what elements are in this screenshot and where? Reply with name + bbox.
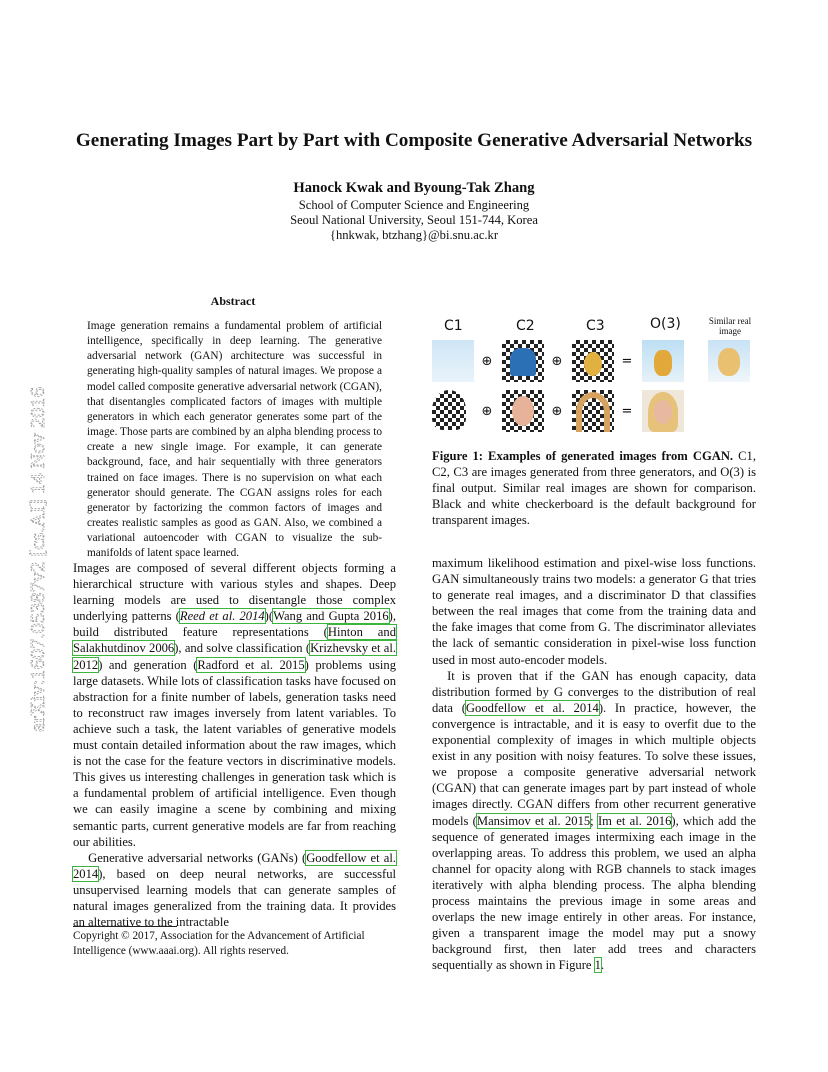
author-emails: {hnkwak, btzhang}@bi.snu.ac.kr <box>329 228 499 242</box>
generated-part-image <box>432 340 474 382</box>
footnote-rule <box>73 926 177 927</box>
copyright-footnote: Copyright © 2017, Association for the Advancement of Artificial Intelligence (www.aaai.org). All rights reserved. <box>73 930 365 957</box>
citation-link[interactable]: Radford et al. 2015 <box>197 657 305 672</box>
right-column <box>432 555 756 973</box>
affiliation-department: School of Computer Science and Engineering <box>298 198 530 212</box>
citation-link[interactable]: Reed et al. 2014 <box>179 609 265 624</box>
intro-paragraph-1: Images are composed of several different objects forming a hierarchical structure with various styles and shapes. Deep learning models are used to disentangle those complex underlying patterns (Reed et al. 2014)(Wang and Gupta 2016), build distributed feature representations (Hinton and Salakhutdinov 2006), and solve classification (Krizhevsky et al. 2012) and generation (Radford et al. 2015) problems using large datasets. While lots of classification tasks have focused on abstraction for a finite number of labels, generation tasks need to reconstruct raw images inversely from latent variables. To achieve such a task, the latent variables of generative models must contain detailed information about the raw images, which is not the case for the feature vectors in discriminative models. This gives us interesting challenges in generation task which is a fundamental problem of artificial intelligence. Even though we can easily imagine a scene by combining and mixing semantic parts, current generative models are far from reaching our abilities. <box>73 561 397 849</box>
citation-link[interactable]: Im et al. 2016 <box>597 813 672 828</box>
citation-link[interactable]: Hinton and Salakhutdinov 2006 <box>73 625 396 656</box>
paper-title: Generating Images Part by Part with Composite Generative Adversarial Networks <box>75 130 753 151</box>
left-column <box>73 560 396 930</box>
generated-part-image <box>502 390 544 432</box>
generated-part-image <box>432 390 474 432</box>
label-c1: C1 <box>444 318 463 334</box>
similar-real-image <box>708 340 750 382</box>
plus-operator: ⊕ <box>551 354 563 369</box>
generated-part-image <box>572 390 614 432</box>
affiliation-university: Seoul National University, Seoul 151-744, Korea <box>290 213 538 227</box>
right-paragraph-1: maximum likelihood estimation and pixel-wise loss functions. GAN simultaneously trains two models: a generator G that tries to generate real images, and a discriminator D that classifies between the real images that come from the training data and the fake images that come from G. The discriminator alleviates the lack of semantic consideration in pixel-wise loss function used in most auto-encoder models. <box>432 556 756 667</box>
output-image <box>642 390 684 432</box>
output-image <box>642 340 684 382</box>
figure-1 <box>432 312 760 440</box>
citation-link[interactable]: Mansimov et al. 2015 <box>476 813 591 828</box>
citation-link[interactable]: Goodfellow et al. 2014 <box>465 700 599 715</box>
abstract-heading: Abstract <box>210 294 256 308</box>
citation-link[interactable]: Wang and Gupta 2016 <box>273 609 389 624</box>
label-output: O(3) <box>650 316 681 332</box>
citation-link[interactable]: Goodfellow et al. 2014 <box>73 850 396 881</box>
generated-part-image <box>502 340 544 382</box>
equals-operator: = <box>621 404 633 419</box>
arxiv-identifier: arXiv:1607.05387v2 [cs.AI] 14 Nov 2016 <box>27 386 49 732</box>
arxiv-stamp <box>20 258 50 738</box>
figure-reference-link[interactable]: 1 <box>594 958 601 973</box>
label-c2: C2 <box>516 318 535 334</box>
plus-operator: ⊕ <box>551 404 563 419</box>
abstract-text: Image generation remains a fundamental problem of artificial intelligence, specifically in deep learning. The generative adversarial network (GAN) architecture was successful in generating high-quality samples of natural images. We propose a model called composite generative adversarial network (CGAN), that disentangles complicated factors of images with multiple generators in which each generator generates some part of the image. Those parts are combined by an alpha blending process to create a new single image. For example, it can generate background, face, and hair sequentially with three generators trained on face images. There is no supervision on what each generator should generate. The CGAN assigns roles for each generator by factorizing the common factors of images and creates realistic samples as good as GAN. Also, we combined a variational autoencoder with CGAN to visualize the sub-manifolds of latent space learned. <box>87 320 382 560</box>
label-c3: C3 <box>586 318 605 334</box>
figure-caption: Figure 1: Examples of generated images from CGAN. C1, C2, C3 are images generated from three generators, and O(3) is final output. Similar real images are shown for comparison. Black and white checkerboard is the default background for transparent images. <box>432 449 756 528</box>
generated-part-image <box>572 340 614 382</box>
right-paragraph-2: It is proven that if the GAN has enough capacity, data distribution formed by G converges to the distribution of real data (Goodfellow et al. 2014). In practice, however, the convergence is intractable, and it is easy to overfit due to the exponential complexity of images in which multiple objects exist in any position with noisy features. To solve these issues, we propose a composite generative adversarial network (CGAN) that can generate images part by part instead of whole images directly. CGAN differs from other recurrent generative models (Mansimov et al. 2015; Im et al. 2016), which add the sequence of generated images intermixing each image in the overlapping areas. To address this problem, we used an alpha channel for opacity along with RGB channels to stack images iteratively with alpha blending process. The alpha blending process maintains the previous image in some areas and overlaps the new image entirely in other areas. For instance, given a transparent image the model may put a snowy background first, then later add trees and characters sequentially as shown in Figure 1. <box>432 668 757 973</box>
paper-authors: Hanock Kwak and Byoung-Tak Zhang <box>293 180 535 196</box>
intro-paragraph-2: Generative adversarial networks (GANs) (Goodfellow et al. 2014), based on deep neural networks, are successful unsupervised learning models that can generate samples of natural images generalized from the training data. It provides an alternative to the intractable <box>73 850 396 930</box>
label-similar-real: Similar real image <box>708 316 752 336</box>
plus-operator: ⊕ <box>481 354 493 369</box>
citation-link[interactable]: Krizhevsky et al. 2012 <box>73 641 396 672</box>
plus-operator: ⊕ <box>481 404 493 419</box>
equals-operator: = <box>621 354 633 369</box>
